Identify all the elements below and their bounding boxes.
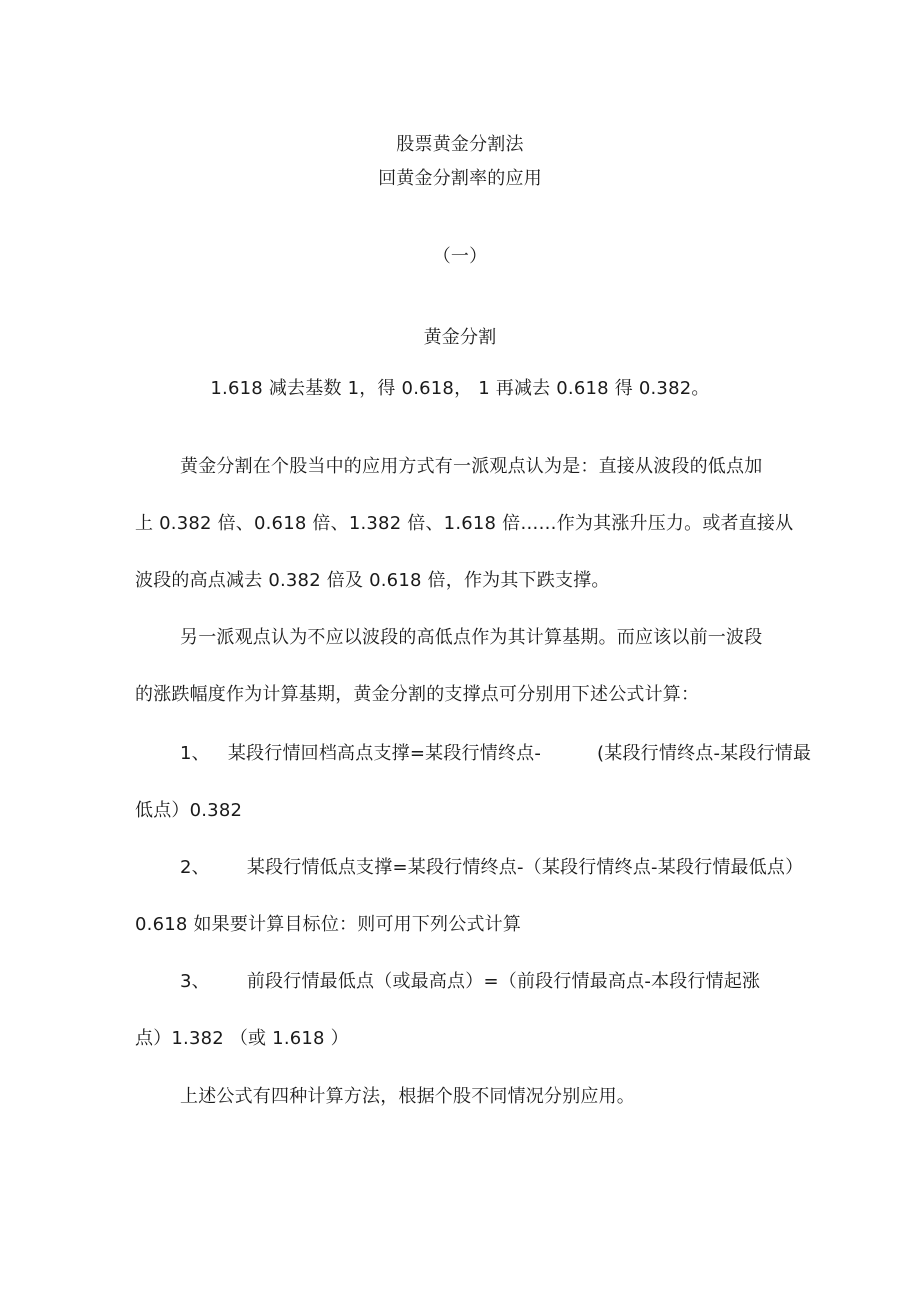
- section-number: （一）: [432, 246, 488, 267]
- paragraph2-line2: 的涨跌幅度作为计算基期，黄金分割的支撑点可分别用下述公式计算：: [135, 684, 700, 705]
- section-heading: 黄金分割: [423, 327, 497, 348]
- intro-line: 1.618 减去基数 1，得 0.618， 1 再减去 0.618 得 0.382。: [210, 378, 710, 399]
- formula2-line1: [180, 856, 803, 880]
- paragraph2-line1: 另一派观点认为不应以波段的高低点作为其计算基期。而应该以前一波段: [180, 627, 763, 648]
- formula2-text-a: 某段行情低点支撑=某段行情终点-（某段行情终点-某段行情最低点）: [246, 857, 804, 878]
- paragraph1-line3: 波段的高点减去 0.382 倍及 0.618 倍，作为其下跌支撑。: [135, 570, 610, 591]
- formula1-line1: [180, 742, 811, 766]
- paragraph1-line1: 黄金分割在个股当中的应用方式有一派观点认为是：直接从波段的低点加: [180, 456, 763, 477]
- document-title: 股票黄金分割法: [396, 134, 524, 155]
- formula2-number: 2、: [180, 857, 210, 878]
- document-subtitle: 回黄金分割率的应用: [378, 168, 542, 189]
- formula1-number: 1、: [180, 743, 210, 764]
- closing-line: 上述公式有四种计算方法，根据个股不同情况分别应用。: [180, 1086, 635, 1107]
- formula2-line2: 0.618 如果要计算目标位：则可用下列公式计算: [135, 914, 522, 935]
- formula1-text-b: (某段行情终点-某段行情最: [597, 743, 812, 764]
- formula3-number: 3、: [180, 971, 210, 992]
- formula3-line1: [180, 970, 760, 994]
- formula1-text-a: 某段行情回档高点支撑=某段行情终点-: [227, 743, 542, 764]
- formula3-line2: 点）1.382 （或 1.618 ）: [135, 1028, 349, 1049]
- formula3-text-a: 前段行情最低点（或最高点）=（前段行情最高点-本段行情起涨: [246, 971, 761, 992]
- paragraph1-line2: 上 0.382 倍、0.618 倍、1.382 倍、1.618 倍……作为其涨升压力。或者直接从: [135, 513, 794, 534]
- formula1-line2: 低点）0.382: [135, 800, 243, 821]
